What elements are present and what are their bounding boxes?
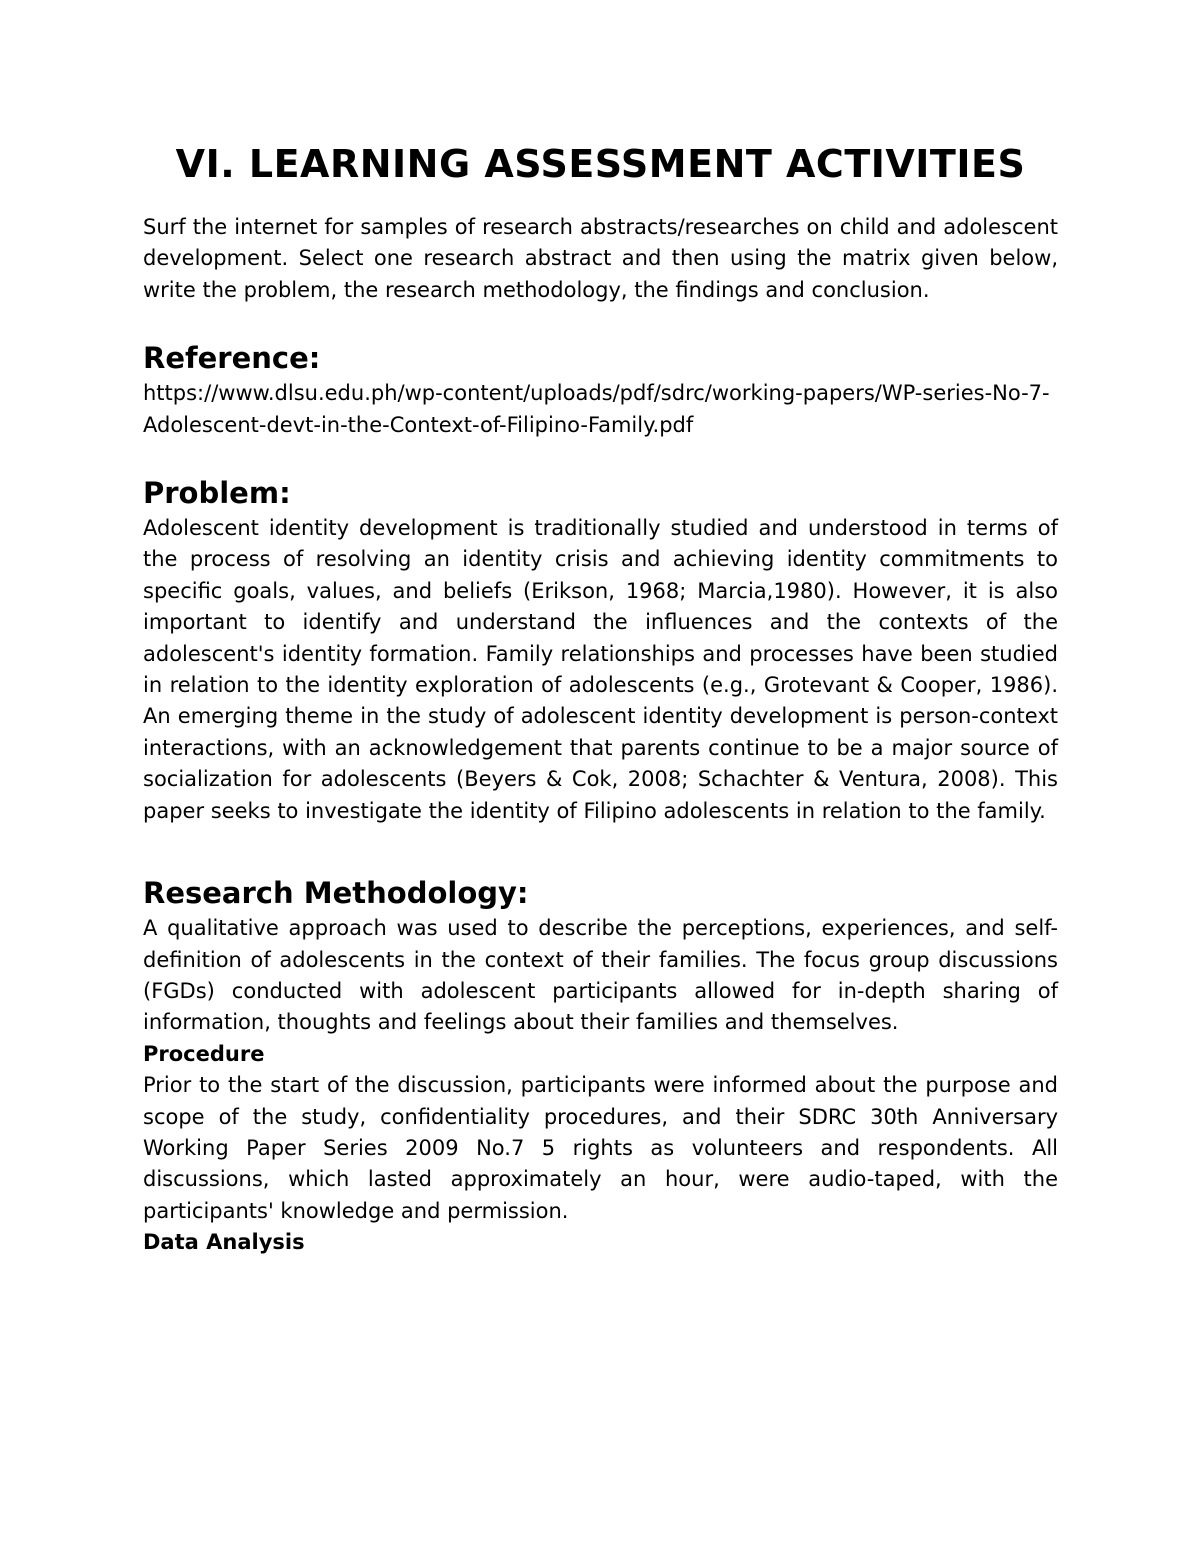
reference-section xyxy=(143,338,1058,441)
reference-url: https://www.dlsu.edu.ph/wp-content/uploads/pdf/sdrc/working-papers/WP-series-No-7-Adolescent-devt-in-the-Context-of-Filipino-Family.pdf xyxy=(143,381,1050,437)
methodology-paragraph: A qualitative approach was used to describe the perceptions, experiences, and self-definition of adolescents in the context of their families. The focus group discussions (FGDs) conducted with adolescent participants allowed for in-depth sharing of information, thoughts and feelings about their families and themselves. xyxy=(143,916,1058,1035)
problem-heading: Problem: xyxy=(143,476,291,511)
document-page xyxy=(143,138,1058,1259)
procedure-heading: Procedure xyxy=(143,1041,265,1066)
page-title: VI. LEARNING ASSESSMENT ACTIVITIES xyxy=(175,142,1026,186)
procedure-paragraph: Prior to the start of the discussion, participants were informed about the purpose and scope of the study, confidentiality procedures, and their SDRC 30th Anniversary Working Paper Series 2009 No.7 5 rights as volunteers and respondents. All discussions, which lasted approximately an hour, were audio-taped, with the participants' knowledge and permission. xyxy=(143,1073,1058,1223)
methodology-section xyxy=(143,873,1058,1258)
problem-section xyxy=(143,473,1058,827)
problem-paragraph: Adolescent identity development is traditionally studied and understood in terms of the process of resolving an identity crisis and achieving identity commitments to specific goals, values, and beliefs (Erikson, 1968; Marcia,1980). However, it is also important to identify and understand the influences and the contexts of the adolescent's identity formation. Family relationships and processes have been studied in relation to the identity exploration of adolescents (e.g., Grotevant & Cooper, 1986). An emerging theme in the study of adolescent identity development is person-context interactions, with an acknowledgement that parents continue to be a major source of socialization for adolescents (Beyers & Cok, 2008; Schachter & Ventura, 2008). This paper seeks to investigate the identity of Filipino adolescents in relation to the family. xyxy=(143,516,1058,823)
data-analysis-heading: Data Analysis xyxy=(143,1230,305,1255)
instructions-paragraph: Surf the internet for samples of research abstracts/researches on child and adolescent development. Select one research abstract and then using the matrix given below, write the problem, the research methodology, the findings and conclusion. xyxy=(143,215,1058,302)
reference-heading: Reference: xyxy=(143,341,321,376)
methodology-heading: Research Methodology: xyxy=(143,876,529,911)
